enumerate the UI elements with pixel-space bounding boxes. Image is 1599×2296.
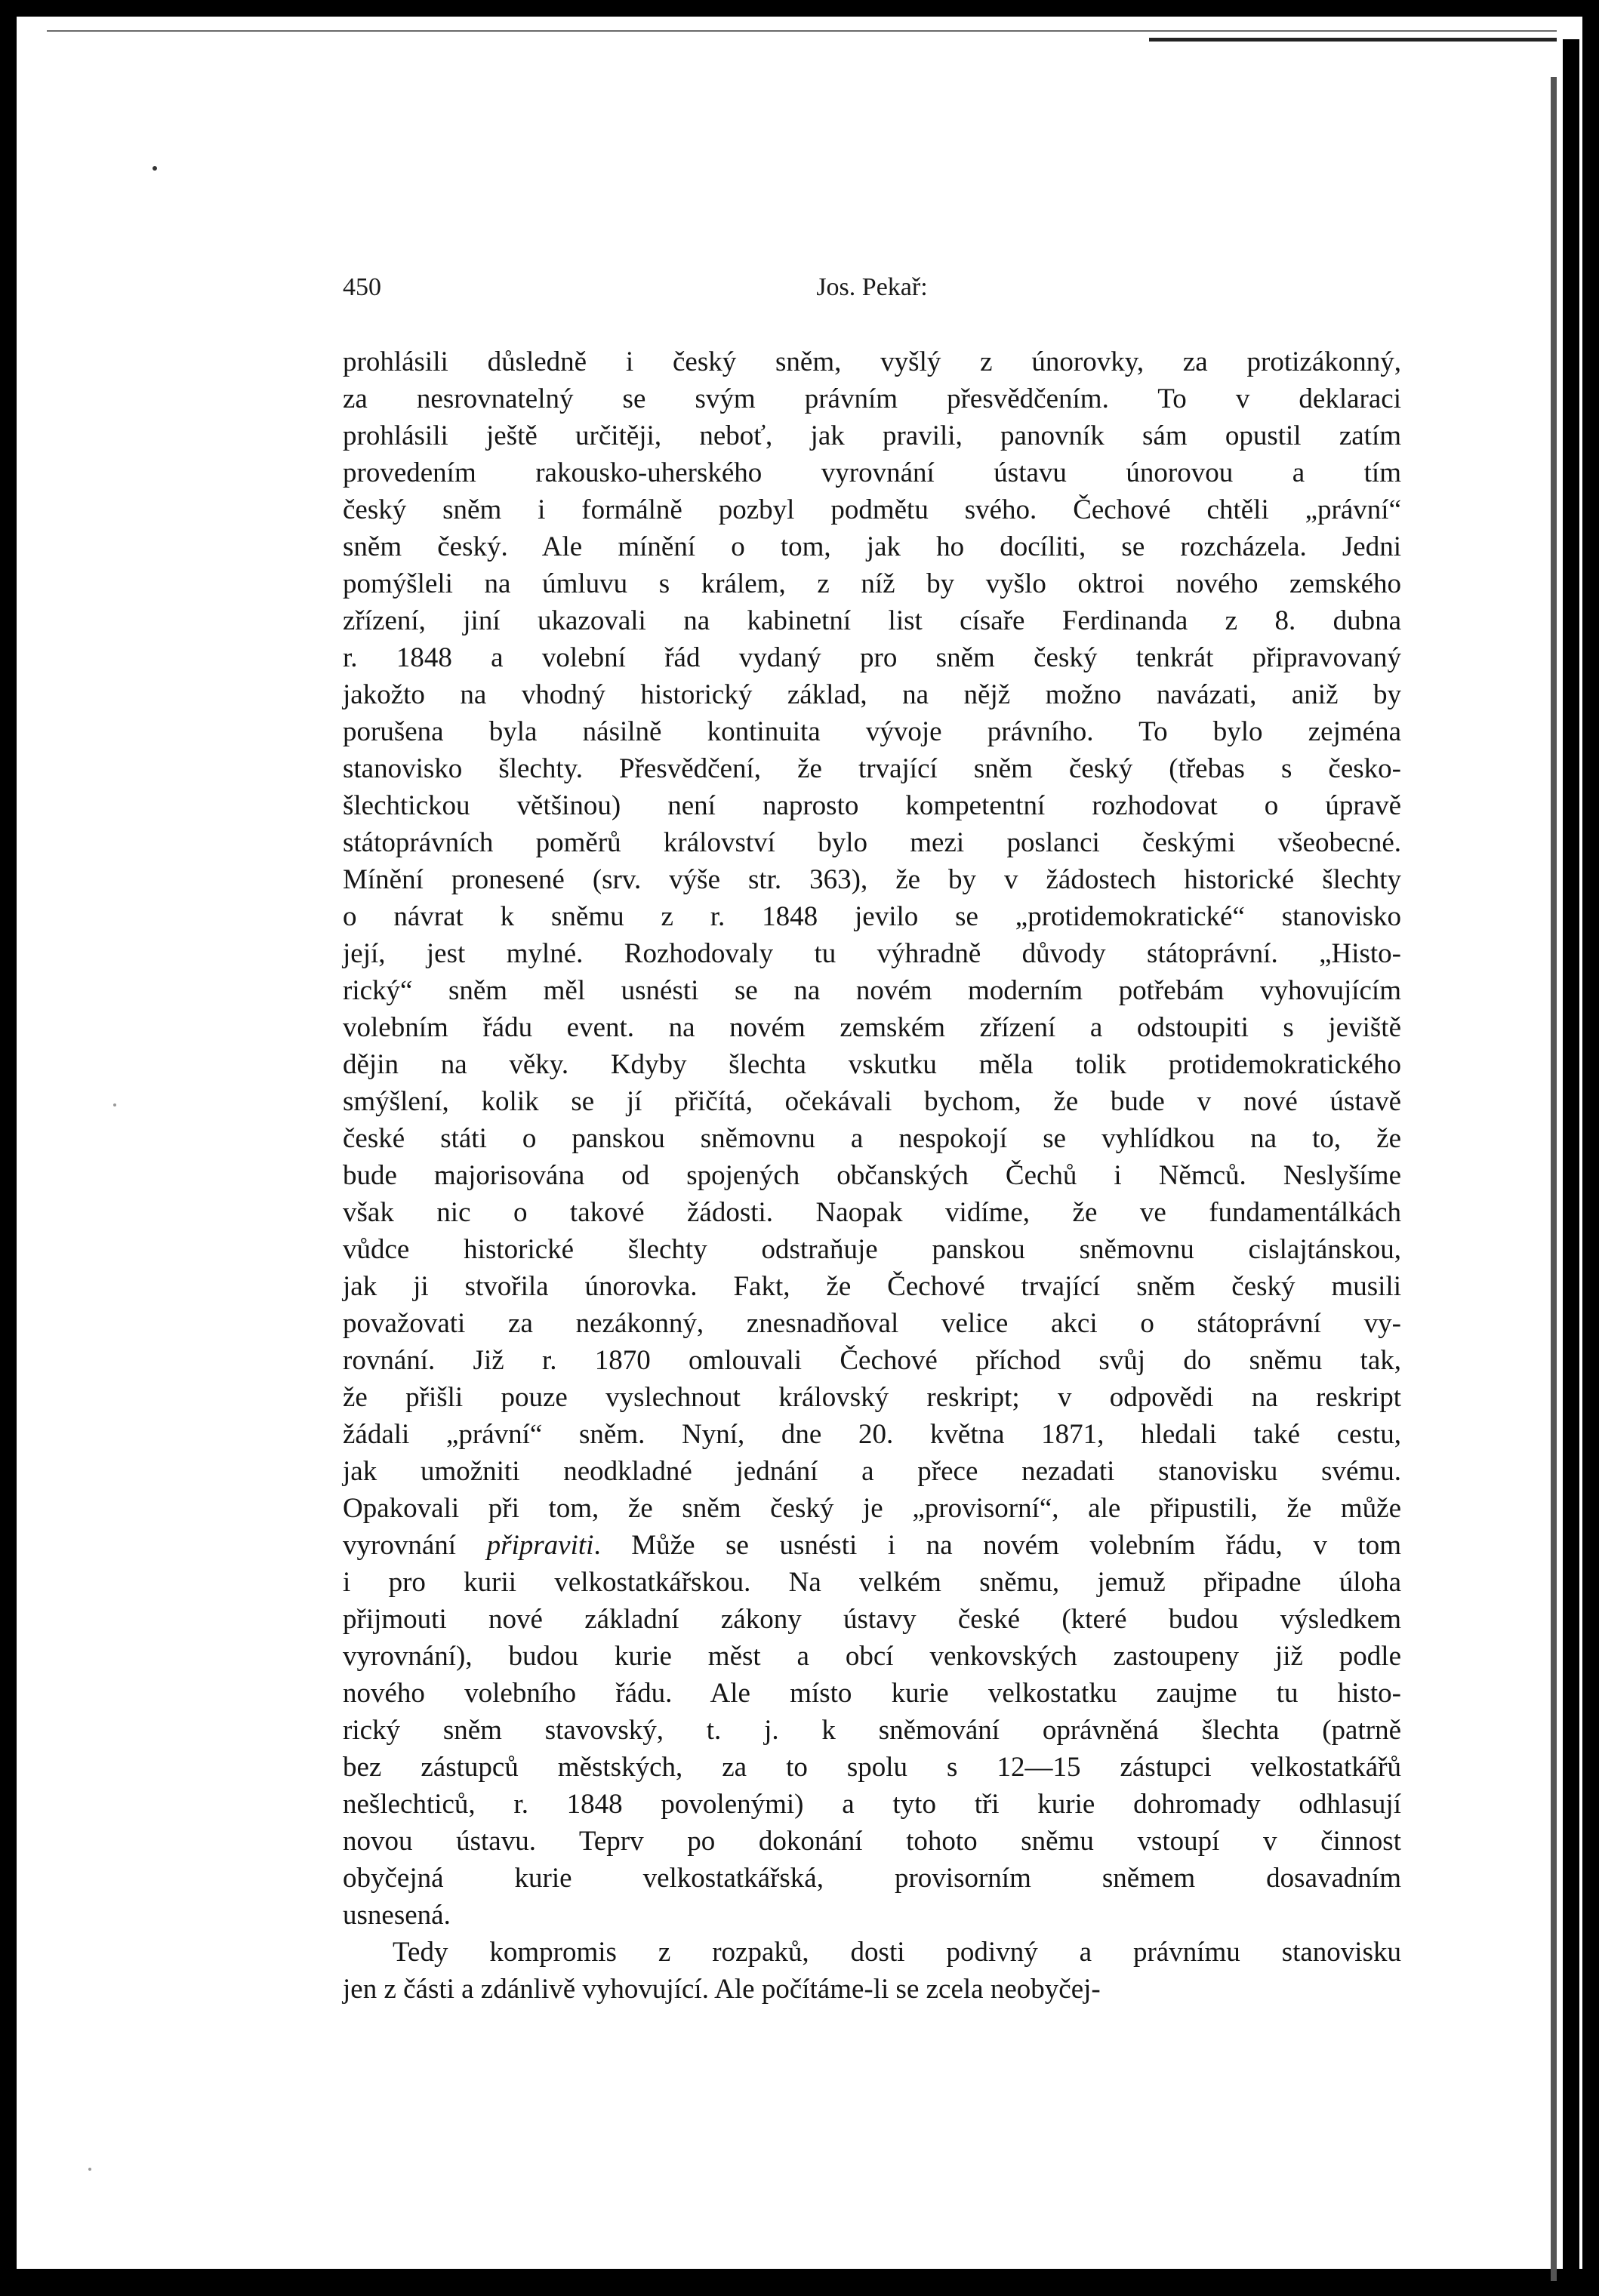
page-spine [1563,39,1579,2296]
running-head: Jos. Pekař: [816,273,928,301]
text-line: bude majorisována od spojených občanských Čechů i Němců. Neslyšíme [343,1160,1401,1191]
text-line: i pro kurii velkostatkářskou. Na velkém sněmu, jemuž připadne úloha [343,1567,1401,1598]
text-line: pomýšleli na úmluvu s králem, z níž by vyšlo oktroi nového zemského [343,568,1401,599]
text-line: nového volebního řádu. Ale místo kurie velkostatku zaujme tu histo- [343,1678,1401,1709]
text-line: novou ústavu. Teprv po dokonání tohoto sněmu vstoupí v činnost [343,1826,1401,1857]
text-line: volebním řádu event. na novém zemském zřízení a odstoupiti s jeviště [343,1012,1401,1043]
text-line: prohlásili ještě určitěji, neboť, jak pravili, panovník sám opustil zatím [343,420,1401,451]
text-line: jak umožniti neodkladné jednání a přece nezadati stanovisku svému. [343,1456,1401,1487]
text-line: však nic o takové žádosti. Naopak vidíme, že ve fundamentálkách [343,1197,1401,1228]
text-line: bez zástupců městských, za to spolu s 12—15 zástupci velkostatkářů [343,1752,1401,1783]
text-line: české státi o panskou sněmovnu a nespokojí se vyhlídkou na to, že [343,1123,1401,1154]
text-line: žádali „právní“ sněm. Nyní, dne 20. května 1871, hledali také cestu, [343,1419,1401,1450]
text-line: vůdce historické šlechty odstraňuje panskou sněmovnu cislajtánskou, [343,1234,1401,1265]
text-line: vyrovnání připraviti. Může se usnésti i na novém volebním řádu, v tom [343,1530,1401,1561]
emphasis: připraviti [486,1530,594,1561]
text-line: o návrat k sněmu z r. 1848 jevilo se „protidemokratické“ stanovisko [343,901,1401,932]
page-scan [17,17,1582,2269]
text-line: že přišli pouze vyslechnout královský reskript; v odpovědi na reskript [343,1382,1401,1413]
text-line: jakožto na vhodný historický základ, na nějž možno navázati, aniž by [343,679,1401,710]
text-line: za nesrovnatelný se svým právním přesvědčením. To v deklaraci [343,383,1401,414]
page-header [343,273,1401,306]
text-line: její, jest mylné. Rozhodovaly tu výhradně důvody státoprávní. „Histo- [343,938,1401,969]
top-edge-line [47,30,1557,32]
scan-speck [113,1103,116,1106]
text-line: šlechtickou většinou) není naprosto kompetentní rozhodovat o úpravě [343,790,1401,821]
scan-speck [153,166,157,171]
top-edge-shadow [1149,38,1557,42]
text-line: přijmouti nové základní zákony ústavy české (které budou výsledkem [343,1604,1401,1635]
text-line: jak ji stvořila únorovka. Fakt, že Čechové trvající sněm český musili [343,1271,1401,1302]
text-line: provedením rakousko-uherského vyrovnání ústavu únorovou a tím [343,457,1401,488]
text-line: Mínění pronesené (srv. výše str. 363), že by v žádostech historické šlechty [343,864,1401,895]
page-spine-shadow [1551,77,1557,2281]
body-text [343,343,1401,2008]
text-line: nešlechticů, r. 1848 povolenými) a tyto tři kurie dohromady odhlasují [343,1789,1401,1820]
text-line: rovnání. Již r. 1870 omlouvali Čechové příchod svůj do sněmu tak, [343,1345,1401,1376]
page-number: 450 [343,273,381,301]
text-line: jen z části a zdánlivě vyhovující. Ale počítáme-li se zcela neobyčej- [343,1974,1101,2005]
text-line: český sněm i formálně pozbyl podmětu svého. Čechové chtěli „právní“ [343,494,1401,525]
text-line: vyrovnání), budou kurie měst a obcí venkovských zastoupeny již podle [343,1641,1401,1672]
text-line: stanovisko šlechty. Přesvědčení, že trvající sněm český (třebas s česko- [343,753,1401,784]
text-line: sněm český. Ale mínění o tom, jak ho docíliti, se rozcházela. Jedni [343,531,1401,562]
text-line: r. 1848 a volební řád vydaný pro sněm český tenkrát připravovaný [343,642,1401,673]
text-line: zřízení, jiní ukazovali na kabinetní list císaře Ferdinanda z 8. dubna [343,605,1401,636]
text-line: prohlásili důsledně i český sněm, vyšlý z únorovky, za protizákonný, [343,346,1401,377]
scan-speck [88,2168,91,2171]
text-line: rický“ sněm měl usnésti se na novém moderním potřebám vyhovujícím [343,975,1401,1006]
text-line: obyčejná kurie velkostatkářská, provisorním sněmem dosavadním [343,1863,1401,1894]
text-line: dějin na věky. Kdyby šlechta vskutku měla tolik protidemokratického [343,1049,1401,1080]
text-line: státoprávních poměrů království bylo mezi poslanci českými všeobecné. [343,827,1401,858]
text-line: porušena byla násilně kontinuita vývoje právního. To bylo zejména [343,716,1401,747]
text-line: považovati za nezákonný, znesnadňoval velice akci o státoprávní vy- [343,1308,1401,1339]
text-line: rický sněm stavovský, t. j. k sněmování oprávněná šlechta (patrně [343,1715,1401,1746]
text-line: usnesená. [343,1900,451,1931]
text-line: Opakovali při tom, že sněm český je „provisorní“, ale připustili, že může [343,1493,1401,1524]
text-line: Tedy kompromis z rozpaků, dosti podivný a právnímu stanovisku [393,1937,1401,1968]
text-line: smýšlení, kolik se jí přičítá, očekávali bychom, že bude v nové ústavě [343,1086,1401,1117]
